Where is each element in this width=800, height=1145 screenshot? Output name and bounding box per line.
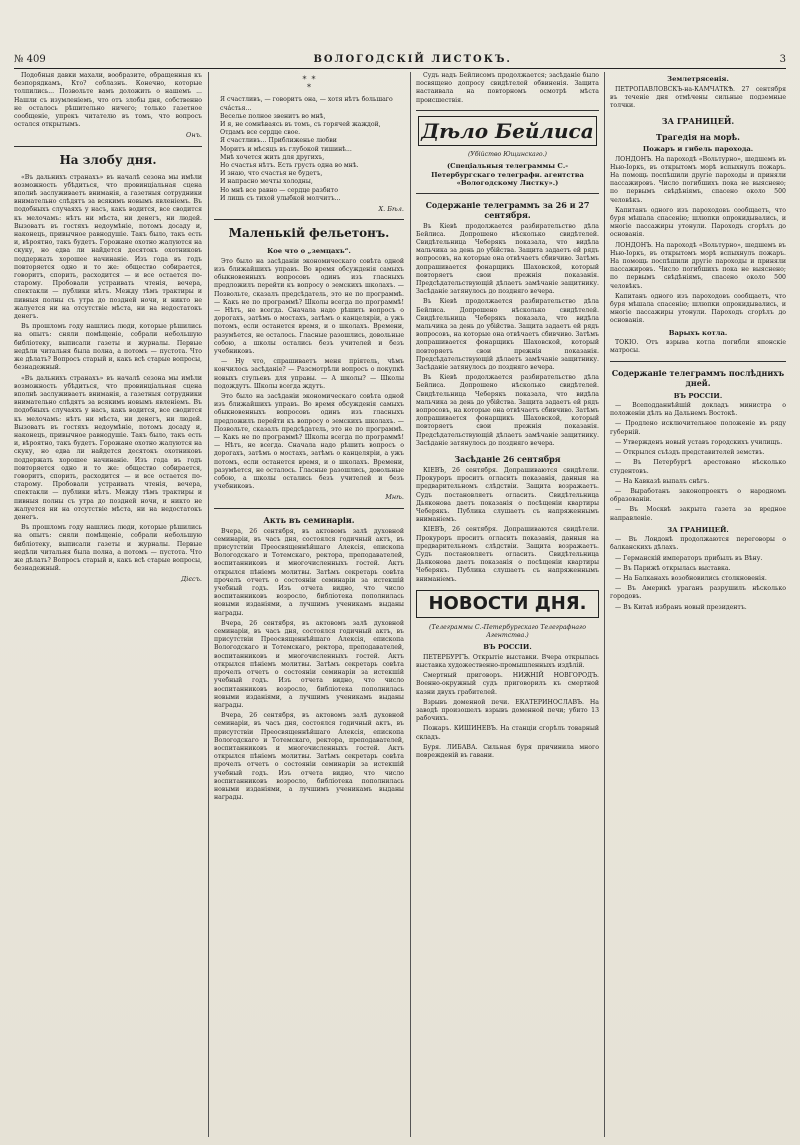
summary-item: — Въ Петербургѣ арестовано нѣсколько студентовъ. [610,459,786,475]
divider [214,508,404,509]
article-text: «Въ дальнихъ странахъ» въ началѣ сезона мы имѣли возможность убѣдиться, что провинціальная сцена вполнѣ заслуживаетъ вниманія, а газетныя сотрудники внимательно слѣдятъ за всякимъ новымъ явленіемъ. Въ подобныхъ случаяхъ у насъ, какъ водится, все сводится къ мелочамъ: нѣтъ ни мѣста, ни денегъ, ни людей. Вызоватъ въ гостяхъ недоумѣніе, потомъ досаду и, наконецъ, привычное равнодушіе. Такъ было, такъ есть и, вѣроятно, такъ будетъ. Горожане охотно жалуются на скуку, но едва ли найдется десятокъ охотниковъ поддержать хорошее начинаніе. Изъ года въ годъ повторяется одно и то же: общество собирается, говоритъ, спорить, расходится — и все остается по-старому. Пробовали устраивать чтенія, вечера, спектакли — публики нѣтъ. Между тѣмъ трактиры и пивныя полны съ утра до поздней ночи, и никто не жалуется ни на отсутствіе мѣста, ни на недостатокъ денегъ. [14,374,202,521]
poem-line: Но счастья нѣтъ. Есть грусть одна во мнѣ. [220,162,359,170]
article-text: Это было на засѣданіи экономическаго совѣта одной изъ ближайшихъ управъ. Во время обсужденія самыхъ обыкновенныхъ вопросовъ одинъ изъ гласныхъ предложилъ перейти къ вопросу о земскихъ школахъ. — Позвольте, сказалъ предсѣдатель, это не по программѣ. — Какъ не по программѣ? Школы всегда по программѣ! — Нѣтъ, не всегда. Сначала надо рѣшить вопросъ о дорогахъ, затѣмъ о мостахъ, затѣмъ о канцеляріи, а ужъ потомъ, если останется время, и о школахъ. Времени, разумѣется, не осталось. Гласные разошлись, довольные собою, а школы остались безъ учителей и безъ учебниковъ. [214,257,404,355]
poem-line: И я, не сомнѣваясь въ томъ, съ горячей жаждой, [220,121,381,129]
poem-line: Но мнѣ все равно — сердце разбито [220,186,338,194]
article-signature: Мнѣ. [385,493,404,502]
article-text: Капитанъ одного изъ пароходовъ сообщаетъ, что буря мѣшала спасенію; шлюпки опрокидывались, и многіе пассажиры утонули. Пароходъ сгорѣлъ до основанія. [610,292,786,325]
poem-line: Мнѣ хочется жить для другихъ, [220,153,325,161]
feuilleton-title: Маленькій фельетонъ. [228,226,390,241]
beilis-dates: Содержаніе телеграммъ за 26 и 27 сентября. [425,199,590,220]
column-rule [208,72,209,1137]
poem-line: Отдамъ все сердце свое. [220,129,301,137]
summary-title: Содержаніе телеграммъ послѣднихъ дней. [611,367,785,388]
poem-line: Я счастливъ, — говоритъ она, — хотя нѣтъ большаго сча́стья... [220,96,393,112]
article-text: Капитанъ одного изъ пароходовъ сообщаетъ, что буря мѣшала спасенію; шлюпки опрокидывались, и многіе пассажиры утонули. Пароходъ сгорѣлъ до основанія. [610,206,786,239]
summary-item: — На Балканахъ возобновились столкновенія. [615,575,767,583]
article-text: Подобныя давки махали, вообразите, обращенныя къ безпорядкамъ, Кто? соблазнъ. Конечно, которые толпились... Позвольте вамъ доложить о нашемъ ... Нашли съ изумленіемъ, что отъ злобы дня, собственно не осталось рѣшительно ничего; только газетное сообщеніе, упрекъ читателю въ томъ, что вопросъ остался открытымъ. [14,72,202,129]
summary-item: — Всеподданнѣйшій докладъ министра о положеніи дѣлъ на Дальнемъ Востокѣ. [610,402,786,418]
poem [214,96,404,203]
news-title: НОВОСТИ ДНЯ. [416,590,599,618]
article-text: Вчера, 26 сентября, въ актовомъ залѣ духовной семинаріи, въ часъ дня, состоялся годичный актъ, въ присутствіи Преосвященнѣйшаго Алексія, епископа Вологодскаго и Тотемскаго, ректора, преподавателей, воспитанниковъ и многочисленныхъ гостей. Актъ открылся пѣніемъ молитвы. Затѣмъ секретарь совѣта прочелъ отчетъ о состояніи семинаріи за истекшій учебный годъ. Изъ отчета видно, что число воспитанниковъ возросло, библіотека пополнилась новыми изданіями, а лучшимъ ученикамъ выданы награды. [214,712,404,802]
summary-item: — Продлено исключительное положеніе въ ряду губерній. [610,420,786,436]
article-signature: Онъ. [185,131,202,140]
beilis-title: Дѣло Бейлиса [418,116,597,146]
summary-abroad: ЗА ГРАНИЦЕЙ. [667,525,729,534]
poem-line: И лишь съ тихой улыбкой молчитъ... [220,194,341,202]
column-4 [610,72,786,1139]
tokio-heading: Варыхъ котла. [668,328,728,337]
article-text: ПЕТРОПАВЛОВСКЪ-на-КАМЧАТКѢ. 27 сентября въ теченіе дня отмѣчены сильные подземные толчки. [610,85,786,109]
session-title: Засѣданіе 26 сентября [454,454,561,464]
tragedy-title: Трагедія на морѣ. [656,132,740,143]
tragedy-subtitle: Пожаръ и гибель парохода. [642,145,754,154]
summary-item: — На Кавказѣ выпалъ снѣгъ. [615,477,710,485]
summary-item: — Въ Парижѣ открылась выставка. [615,564,731,572]
news-item: Пожаръ. КИШИНЕВЪ. На станціи сгорѣлъ товарный складъ. [416,725,599,741]
article-text: Въ Кіевѣ продолжается разбирательство дѣла Бейлиса. Допрошено нѣсколько свидѣтелей. Свидѣтельница Чеберякъ показала, что видѣла мальчика за день до убійства. Защита задаетъ ей рядъ вопросовъ, на которые она отвѣчаетъ сбивчиво. Затѣмъ допрашивается фонарщикъ Шаховской, который повторяетъ свои прежнія показанія. Предсѣдательствующій дѣлаетъ замѣчаніе защитнику. Засѣданіе затянулось до поздняго вечера. [416,374,599,447]
news-item: Буря. ЛИБАВА. Сильная буря причинила много поврежденій въ гавани. [416,743,599,759]
abroad-heading: ЗА ГРАНИЦЕЙ. [661,116,735,127]
summary-item: — Въ Америкѣ ураганъ разрушилъ нѣсколько городовъ. [610,585,786,601]
news-heading: Землетрясенія. [667,75,729,83]
article-signature: Дієсъ. [180,575,202,584]
summary-item: — Въ Москвѣ закрыта газета за вредное направленіе. [610,506,786,522]
column-1 [14,72,202,1139]
article-text: Въ прошломъ году нашлись люди, которые рѣшились на опытъ: сняли помѣщеніе, собрали небольшую библіотеку, выписали газеты и журналы. Первые недѣли читальня была полна, а потомъ — пустота. Что же дѣлать? Вопросъ старый и, какъ всѣ старые вопросы, безнадежный. [14,323,202,372]
divider [416,193,599,194]
summary-item: — Открылся съѣздъ представителей земствъ. [615,449,765,457]
news-item: Смертный приговоръ. НИЖНІЙ НОВГОРОДЪ. Военно-окружный судъ приговорилъ къ смертной казни двухъ грабителей. [416,672,599,696]
news-region: ВЪ РОССІИ. [483,643,532,652]
news-item: Взрывъ доменной печи. ЕКАТЕРИНОСЛАВЪ. На заводѣ произошелъ взрывъ доменной печи; убито 13 рабочихъ. [416,698,599,723]
article-text: ТОКІО. Отъ взрыва котла погибли японскіе матросы. [610,339,786,355]
summary-item: — Выработанъ законопроектъ о народномъ образованіи. [610,487,786,504]
divider [214,219,404,220]
article-text: Въ Кіевѣ продолжается разбирательство дѣла Бейлиса. Допрошено нѣсколько свидѣтелей. Свидѣтельница Чеберякъ показала, что видѣла мальчика за день до убійства. Защита задаетъ ей рядъ вопросовъ, на которые она отвѣчаетъ сбивчиво. Затѣмъ допрашивается фонарщикъ Шаховской, который повторяетъ свои прежнія показанія. Предсѣдательствующій дѣлаетъ замѣчаніе защитнику. Засѣданіе затянулось до поздняго вечера. [416,222,599,296]
seminary-title: Акть въ семинаріи. [263,514,355,525]
issue-number: № 409 [14,53,46,65]
poem-signature: Х. Бѣл. [378,205,404,214]
article-text: КІЕВЪ, 26 сентября. Допрашиваются свидѣтели. Прокуроръ проситъ огласить показанія, данныя на предварительномъ слѣдствіи. Защита возражаетъ. Судъ постановляетъ огласить. Свидѣтельница Дьяконова даетъ показанія о посѣщеніи квартиры Чеберякъ. Публика слушаетъ съ напряженнымъ вниманіемъ. [416,467,599,524]
news-item: ПЕТЕРБУРГЪ. Открытіе выставки. Вчера открылась выставка художественно-промышленныхъ издѣлій. [416,653,599,669]
divider [610,361,786,362]
column-3 [416,72,599,1139]
beilis-subtitle: (Убійство Ющинскаго.) [468,150,547,158]
poem-line: Я счастливъ... Приближенье любви [220,137,337,145]
article-text: Вчера, 26 сентября, въ актовомъ залѣ духовной семинаріи, въ часъ дня, состоялся годичный актъ, въ присутствіи Преосвященнѣйшаго Алексія, епископа Вологодскаго и Тотемскаго, ректора, преподавателей, воспитанниковъ и многочисленныхъ гостей. Актъ открылся пѣніемъ молитвы. Затѣмъ секретарь совѣта прочелъ отчетъ о состояніи семинаріи за истекшій учебный годъ. Изъ отчета видно, что число воспитанниковъ возросло, библіотека пополнилась новыми изданіями, а лучшимъ ученикамъ выданы награды. [214,527,404,617]
news-source: (Телеграммы С.-Петербургскаго Телеграфнаго Агентства.) [429,623,586,640]
article-text: Это было на засѣданіи экономическаго совѣта одной изъ ближайшихъ управъ. Во время обсужденія самыхъ обыкновенныхъ вопросовъ одинъ изъ гласныхъ предложилъ перейти къ вопросу о земскихъ школахъ. — Позвольте, сказалъ предсѣдатель, это не по программѣ. — Какъ не по программѣ? Школы всегда по программѣ! — Нѣтъ, не всегда. Сначала надо рѣшить вопросъ о дорогахъ, затѣмъ о мостахъ, затѣмъ о канцеляріи, а ужъ потомъ, если останется время, и о школахъ. Времени, разумѣется, не осталось. Гласные разошлись, довольные собою, а школы остались безъ учителей и безъ учебниковъ. [214,393,404,491]
article-text: ЛОНДОНЪ. На пароходѣ «Вольтурно», шедшемъ въ Нью-Іоркъ, въ открытомъ морѣ вспыхнулъ пожаръ. На помощь поспѣшили другіе пароходы и приняли пассажировъ. Число погибшихъ пока не выяснено; по первымъ свѣдѣніямъ, спасено около 500 человѣкъ. [610,241,786,290]
summary-item: — Въ Лондонѣ продолжаются переговоры о балканскихъ дѣлахъ. [610,536,786,552]
divider [416,110,599,111]
article-text: «Въ дальнихъ странахъ» въ началѣ сезона мы имѣли возможность убѣдиться, что провинціальная сцена вполнѣ заслуживаетъ вниманія, а газетныя сотрудники внимательно слѣдятъ за всякимъ новымъ явленіемъ. Въ подобныхъ случаяхъ у насъ, какъ водится, все сводится къ мелочамъ: нѣтъ ни мѣста, ни денегъ, ни людей. Вызоватъ въ гостяхъ недоумѣніе, потомъ досаду и, наконецъ, привычное равнодушіе. Такъ было, такъ есть и, вѣроятно, такъ будетъ. Горожане охотно жалуются на скуку, но едва ли найдется десятокъ охотниковъ поддержать хорошее начинаніе. Изъ года въ годъ повторяется одно и то же: общество собирается, говоритъ, спорить, расходится — и все остается по-старому. Пробовали устраивать чтенія, вечера, спектакли — публики нѣтъ. Между тѣмъ трактиры и пивныя полны съ утра до поздней ночи, и никто не жалуется ни на отсутствіе мѣста, ни на недостатокъ денегъ. [14,173,202,321]
summary-item: — Утвержденъ новый уставъ городскихъ училищъ. [615,438,783,446]
column-rule [604,72,605,1137]
section-title: На злобу дня. [59,152,157,167]
feuilleton-subtitle: Кое что о „земцахъ“. [267,247,351,256]
article-text: ЛОНДОНЪ. На пароходѣ «Вольтурно», шедшемъ въ Нью-Іоркъ, въ открытомъ морѣ вспыхнулъ пожаръ. На помощь поспѣшили другіе пароходы и приняли пассажировъ. Число погибшихъ пока не выяснено; по первымъ свѣдѣніямъ, спасено около 500 человѣкъ. [610,155,786,204]
summary-item: — Германскій императоръ прибылъ въ Вѣну. [615,554,763,562]
stars-divider: * * * [302,75,316,93]
beilis-source: (Спеціальныя телеграммы С.-Петербургскаго телеграфн. агентства «Вологодскому Листку».) [431,162,584,188]
article-text: КІЕВЪ, 26 сентября. Допрашиваются свидѣтели. Прокуроръ проситъ огласить показанія, данныя на предварительномъ слѣдствіи. Защита возражаетъ. Судъ постановляетъ огласить. Свидѣтельница Дьяконова даетъ показанія о посѣщеніи квартиры Чеберякъ. Публика слушаетъ съ напряженнымъ вниманіемъ. [416,526,599,583]
article-text: Въ прошломъ году нашлись люди, которые рѣшились на опытъ: сняли помѣщеніе, собрали небольшую библіотеку, выписали газеты и журналы. Первые недѣли читальня была полна, а потомъ — пустота. Что же дѣлать? Вопросъ старый и, какъ всѣ старые вопросы, безнадежный. [14,524,202,573]
column-2 [214,72,404,1139]
summary-region: ВЪ РОССІИ. [673,391,723,400]
summary-item: — Въ Китаѣ избранъ новый президентъ. [615,603,747,611]
poem-line: И напрасно мечты холодны, [220,178,313,186]
poem-line: И знаю, что счастья не будетъ, [220,170,323,178]
newspaper-name: ВОЛОГОДСКІЙ ЛИСТОКЪ. [313,53,512,65]
divider [14,146,202,147]
column-rule [410,72,411,1137]
article-text: Вчера, 26 сентября, въ актовомъ залѣ духовной семинаріи, въ часъ дня, состоялся годичный актъ, въ присутствіи Преосвященнѣйшаго Алексія, епископа Вологодскаго и Тотемскаго, ректора, преподавателей, воспитанниковъ и многочисленныхъ гостей. Актъ открылся пѣніемъ молитвы. Затѣмъ секретарь совѣта прочелъ отчетъ о состояніи семинаріи за истекшій учебный годъ. Изъ отчета видно, что число воспитанниковъ возросло, библіотека пополнилась новыми изданіями, а лучшимъ ученикамъ выданы награды. [214,619,404,709]
page-header [14,50,786,69]
poem-line: Моритъ и мѣсяцъ въ глубокой тишинѣ... [220,145,352,153]
page-number: 3 [779,53,786,65]
article-text: Въ Кіевѣ продолжается разбирательство дѣла Бейлиса. Допрошено нѣсколько свидѣтелей. Свидѣтельница Чеберякъ показала, что видѣла мальчика за день до убійства. Защита задаетъ ей рядъ вопросовъ, на которые она отвѣчаетъ сбивчиво. Затѣмъ допрашивается фонарщикъ Шаховской, который повторяетъ свои прежнія показанія. Предсѣдательствующій дѣлаетъ замѣчаніе защитнику. Засѣданіе затянулось до поздняго вечера. [416,298,599,371]
article-text: — Ну что, спрашиваетъ меня пріятель, чѣмъ кончилось засѣданіе? — Разсмотрѣли вопросъ о покупкѣ новыхъ стульевъ для управы. — А школы? — Школы подождутъ. Школы всегда ждутъ. [214,358,404,390]
article-text: Судъ надъ Бейлисомъ продолжается; засѣданіе было посвящено допросу свидѣтелей обвиненія. Защита настаивала на повторномъ осмотрѣ мѣста происшествія. [416,72,599,104]
poem-line: Веселье полное звенитъ во мнѣ, [220,112,326,120]
